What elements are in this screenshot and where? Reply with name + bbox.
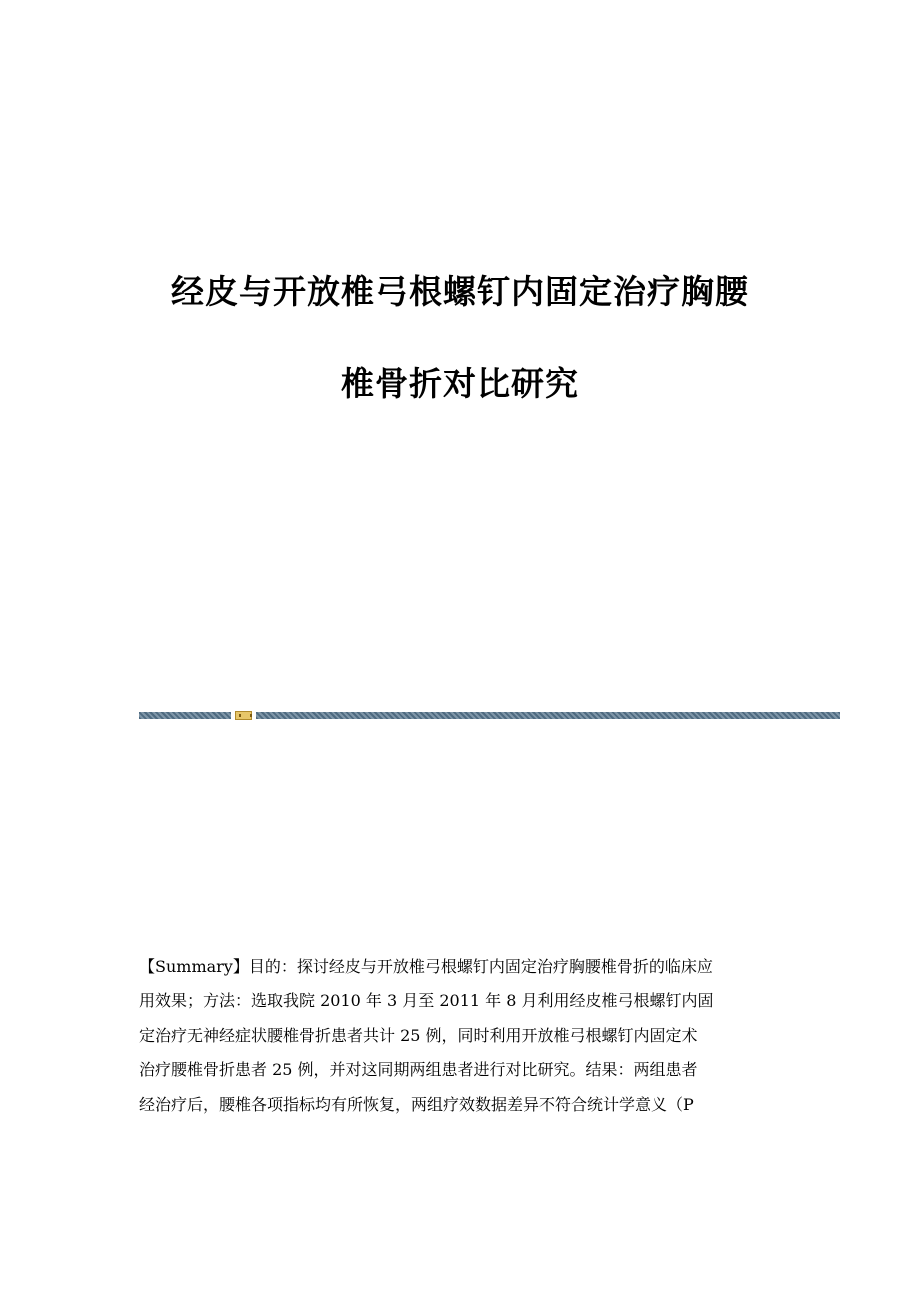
abstract-line: 用效果；方法：选取我院 2010 年 3 月至 2011 年 8 月利用经皮椎弓根螺钉内固 [139,991,714,1011]
abstract-line: 经治疗后，腰椎各项指标均有所恢复，两组疗效数据差异不符合统计学意义（P [139,1094,694,1114]
section-divider [139,711,840,720]
divider-bar-left [139,712,231,719]
document-title-line-2: 椎骨折对比研究 [341,364,579,403]
abstract-paragraph [139,950,784,1122]
scroll-ornament-icon [235,711,252,720]
document-title-line-1: 经皮与开放椎弓根螺钉内固定治疗胸腰 [171,272,749,311]
divider-bar-right [256,712,840,719]
abstract-line: 【Summary】目的：探讨经皮与开放椎弓根螺钉内固定治疗胸腰椎骨折的临床应 [139,957,713,976]
abstract-line: 定治疗无神经症状腰椎骨折患者共计 25 例，同时利用开放椎弓根螺钉内固定术 [139,1025,698,1045]
abstract-line: 治疗腰椎骨折患者 25 例，并对这同期两组患者进行对比研究。结果：两组患者 [139,1060,698,1080]
